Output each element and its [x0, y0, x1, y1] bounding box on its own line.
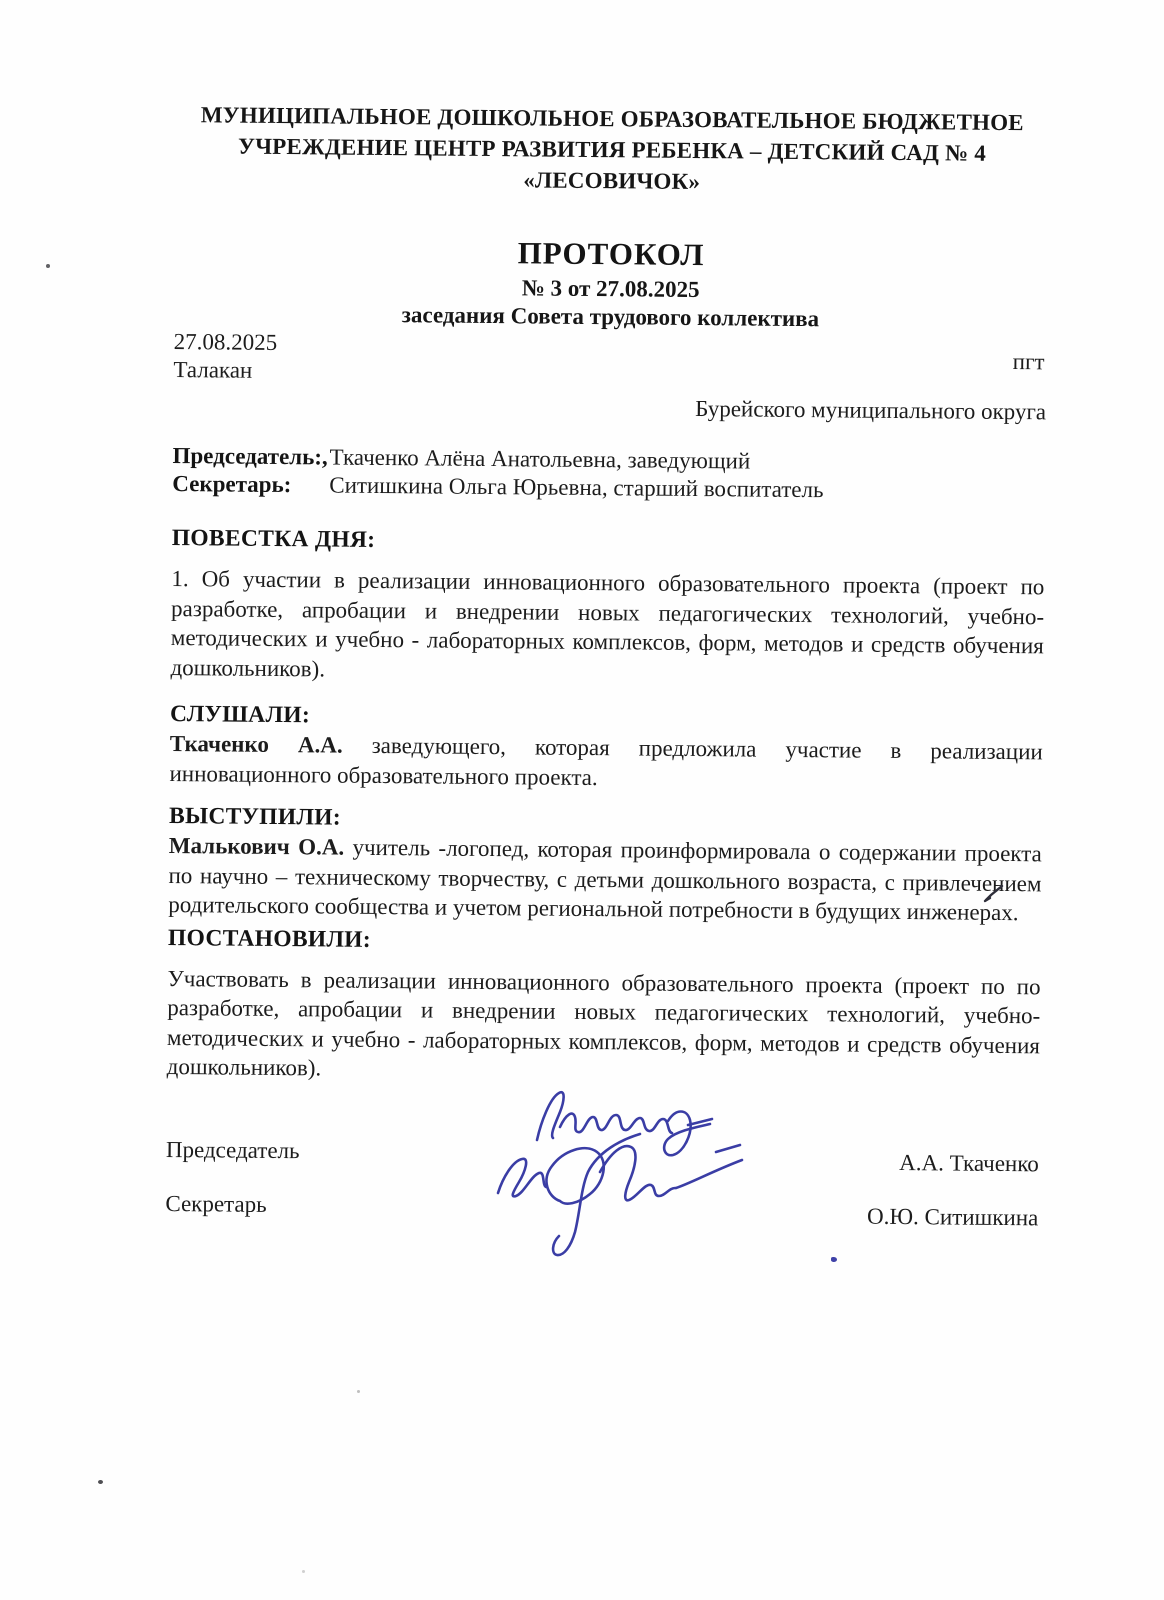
chairman-name: А.А. Ткаченко [899, 1149, 1039, 1176]
resolved-paragraph: Участвовать в реализации инновационного образовательного проекта (проект по по разработке, апробации и внедрении новых педагогических технологий, учебно-методических и учебно - лабораторных комплексов, форм, методов и средств обучения дошкольников). [166, 965, 1041, 1081]
meta-settlement-type: пгт [1012, 349, 1045, 375]
chairman-value: Ткаченко Алёна Анатольевна, заведующий [329, 444, 751, 474]
document-subject: заседания Совета трудового коллектива [401, 302, 820, 332]
meta-date: 27.08.2025 [173, 328, 278, 355]
meta-block [173, 328, 1047, 426]
document-title: ПРОТОКОЛ [517, 235, 705, 273]
heard-speaker: Ткаченко А.А. [169, 730, 343, 758]
chairman-label: Председатель:, [172, 442, 328, 470]
agenda-heading: ПОВЕСТКА ДНЯ: [171, 524, 376, 553]
secretary-signature-row [165, 1189, 1039, 1230]
spoke-text: учитель -логопед, которая проинформировала о содержании проекта по научно – техническому творчеству, с детьми дошкольного возраста, с привлечением родительского сообщества и учетом региональной потребности в будущих инженерах. [168, 834, 1042, 926]
chairman-role-label: Председатель [165, 1136, 300, 1163]
heard-heading: СЛУШАЛИ: [169, 700, 311, 729]
spoke-speaker: Малькович О.А. [168, 832, 345, 860]
heard-text: заведующего, которая предложила участие в реализации инновационного образовательного проекта. [169, 732, 1043, 790]
secretary-role-label: Секретарь [165, 1190, 267, 1217]
secretary-value: Ситишкина Ольга Юрьевна, старший воспитатель [329, 472, 824, 503]
ink-dot [831, 1257, 837, 1262]
scan-speckle [98, 1480, 103, 1484]
document-number: № 3 от 27.08.2025 [521, 275, 700, 303]
resolved-heading: ПОСТАНОВИЛИ: [167, 924, 372, 953]
organization-name-line-2: УЧРЕЖДЕНИЕ ЦЕНТР РАЗВИТИЯ РЕБЕНКА – ДЕТСКИЙ САД № 4 [237, 133, 987, 166]
agenda-item-1: 1. Об участии в реализации инновационного образовательного проекта (проект по разработке, апробации и внедрении новых педагогических технологий, учебно-методических и учебно - лабораторных комплексов, форм, методов и средств обучения дошкольников). [170, 565, 1045, 681]
secretary-name: О.Ю. Ситишкина [866, 1203, 1039, 1230]
spoke-paragraph [168, 831, 1042, 928]
heard-paragraph [169, 729, 1043, 796]
organization-name-line-1: МУНИЦИПАЛЬНОЕ ДОШКОЛЬНОЕ ОБРАЗОВАТЕЛЬНОЕ БЮДЖЕТНОЕ [200, 102, 1024, 136]
meta-place: Талакан [173, 356, 253, 383]
spoke-heading: ВЫСТУПИЛИ: [168, 802, 342, 831]
organization-name [175, 99, 1049, 200]
chairman-signature-row [165, 1135, 1039, 1176]
secretary-label: Секретарь: [172, 470, 292, 498]
organization-name-line-3: «ЛЕСОВИЧОК» [523, 167, 701, 195]
scan-speckle [302, 1570, 305, 1573]
officials-block [172, 442, 1045, 506]
scan-speckle [46, 264, 50, 268]
signature-block [165, 1135, 1039, 1230]
document-content [165, 99, 1049, 1230]
meta-district: Бурейского муниципального округа [695, 395, 1047, 425]
scan-speckle [357, 1390, 360, 1393]
